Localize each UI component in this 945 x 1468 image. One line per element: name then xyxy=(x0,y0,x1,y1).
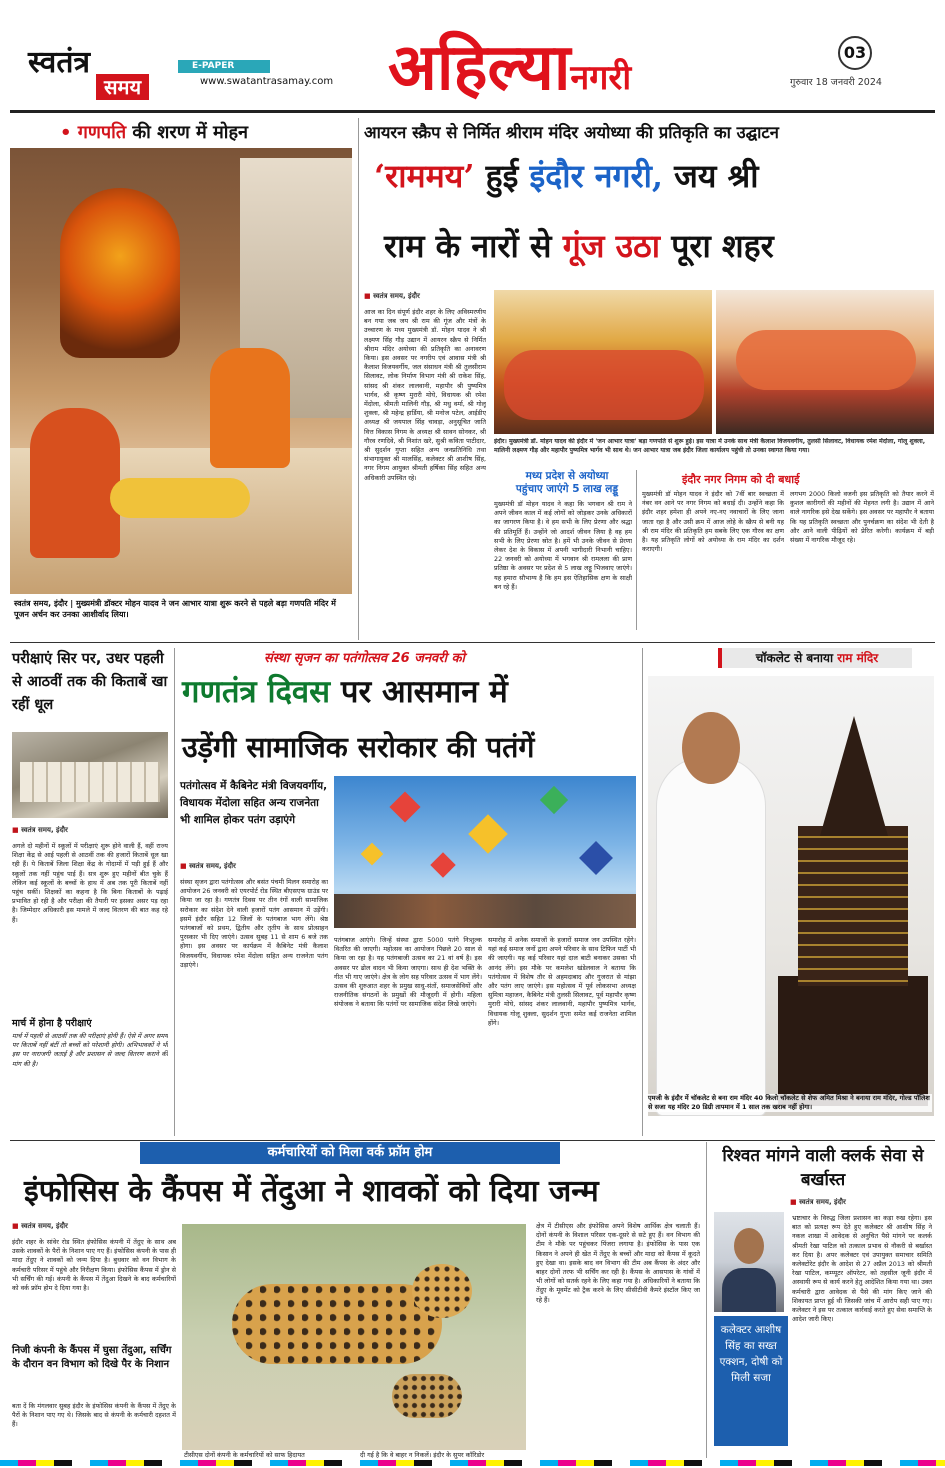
kite-shape xyxy=(430,852,455,877)
exams-byline: ■ स्वतंत्र समय, इंदौर xyxy=(12,826,68,835)
leopard-adult xyxy=(232,1284,442,1364)
logo-line1: स्वतंत्र xyxy=(28,45,91,80)
kites-body-c: समारोह में अनेक समाजों के हजारों समाज जन उपस्थित रहेंगे। यहां कई समाज जनों द्वारा अपने परिवार के साथ टिफिन पार्टी भी की जाएगी। यह कई परिवार यहां दाल बाटी बनाकर उसका भी आनंद लेंगे। इस मौके पर कमलेश खंडेलवाल ने बताया कि पतंगोत्सव में विशेष तौर से अहमदाबाद और गुजरात से मांझा और पतंग लाए जाएंगे। इस महोत्सव में पूर्व लोकसभा अध्यक्ष सुमित्रा महाजन, कैबिनेट मंत्री तुलसी सिलावट, पूर्व महापौर कृष्ण मुरारी मोघे, सांसद शंकर लालवानी, महापौर पुष्यमित्र भार्गव, विधायक गोलू शुक्ला, सुदर्शन गुप्ता समेत कई राजनेता शामिल होंगे। xyxy=(488,936,636,1027)
exams-headline: परीक्षाएं सिर पर, उधर पहली से आठवीं तक की किताबें खा रहीं धूल xyxy=(12,651,168,713)
lead-sub1-title: मध्य प्रदेश से अयोध्या पहुंचाए जाएंगे 5 लाख लड्डू xyxy=(515,470,619,495)
bribe-body: भ्रष्टाचार के विरुद्ध जिला प्रशासन का कड़ा रुख रहेगा। इस बात को प्रत्यक्ष रूप देते हुए कलेक्टर श्री आशीष सिंह ने नकल शाखा में आवेदक से अनुचित पैसे मांगने पर कलर्क श्रीमती रेखा पाटिल को तत्काल प्रभाव से नौकरी से बर्खास्त कर दिया है। अपर कलेक्टर एवं उपायुक्त समाचार समिति कलेक्टोरेट इंदौर के आदेश से 27 अप्रैल 2013 को श्रीमती रेखा पाटिल, कम्प्यूटर ऑपरेटर, को तहसील जूनी इंदौर में अस्थायी रूप से कार्य करने हेतु आदेशित किया गया था। उक्त कर्मचारी द्वारा आवेदक से पैसे की मांग किए जाने की शिकायत प्राप्त हुई थी जिसकी जांच में आरोप सही पाए गए। कलेक्टर ने इस पर तत्काल कार्रवाई करते हुए सेवा समाप्ति के आदेश जारी किए। xyxy=(792,1214,932,1324)
ganpati-heading-red: गणपति xyxy=(77,122,127,143)
kites-photo xyxy=(334,776,636,928)
lead-sub2-body-a: मुख्यमंत्री डॉ मोहन यादव ने इंदौर को 7वीं बार स्वच्छता में नंबर वन आने पर नगर निगम को बधाई दी। उन्होंने कहा कि इंदौर शहर हमेशा ही अपने नए-नए नवाचारों के लिए जाना जाता रहा है और उसी क्रम में आज लोहे के स्क्रैप से बनी यह श्री राम मंदिर की प्रतिकृति हम सबके लिए एक गौरव का क्षण है। यह प्रतिकृति लोगों को अयोध्या के राम मंदिर का दर्शन कराएगी। xyxy=(642,490,784,554)
edition-title-part1: अहिल्या xyxy=(388,30,571,105)
lead-story xyxy=(362,118,935,640)
chocolate-caption: एमजी के इंदौर में चॉकलेट से बना राम मंदिर 40 किलो चॉकलेट से शेफ अमित मिश्रा ने बनाया राम मंदिर, गोल्ड पॉलिश से सजा यह मंदिर 20 डिग्री तापमान में 1 साल तक खराब नहीं होगा। xyxy=(648,1094,932,1112)
lead-kicker: आयरन स्क्रैप से निर्मित श्रीराम मंदिर अयोध्या की प्रतिकृति का उद्घाटन xyxy=(364,123,779,142)
divider xyxy=(174,648,175,1136)
leopard-head xyxy=(412,1264,472,1318)
lead-photo-2 xyxy=(716,290,934,434)
masthead xyxy=(0,0,945,112)
exams-sub-title: मार्च में होना है परीक्षाएं xyxy=(12,1018,92,1029)
ganpati-caption: स्वतंत्र समय, इंदौर | मुख्यमंत्री डॉक्टर मोहन यादव ने जन आभार यात्रा शुरू करने से पहले बड़ा गणपति मंदिर में पूजन अर्चन कर उनका आशीर्वाद लिया। xyxy=(14,599,336,619)
leopard-photo xyxy=(182,1224,526,1450)
lead-byline: ■ स्वतंत्र समय, इंदौर xyxy=(364,292,420,301)
ganpati-priest-left xyxy=(30,408,120,558)
kite-shape xyxy=(361,843,384,866)
wfh-body-b: क्षेत्र में टीसीएस और इंफोसिस अपने विशेष आर्थिक क्षेत्र चलाती हैं। दोनों कंपनी के विशाल परिसर एक-दूसरे से सटे हुए हैं। वन विभाग की टीम ने मौके पर पहुंचकर पिंजरा लगाया है। इंफोसिस के पास एक किसान ने अपने ही खेत में तेंदुए के बच्चों और मादा को कैंपस में कूदते हुए देखा था। इसके बाद वन विभाग की टीम अब कैंपस के अंदर और बाहर दोनों तरफ भी सर्चिंग कर रही है। कैंपस के आसपास के गांवों में भी लोगों को सतर्क रहने के लिए कहा गया है। अधिकारियों ने बताया कि तेंदुए के मूवमेंट को ट्रैक करने के लिए सीसीटीवी कैमरे इंस्टॉल किए जा रहे हैं। xyxy=(536,1222,700,1304)
kite-shape xyxy=(540,786,568,814)
kites-headline-line2: उड़ेंगी सामाजिक सरोकार की पतंगें xyxy=(182,730,535,764)
divider xyxy=(636,470,637,630)
chocolate-story xyxy=(646,648,935,1136)
wfh-byline: ■ स्वतंत्र समय, इंदौर xyxy=(12,1222,68,1231)
leopard-caption-a: टीसीएस दोनों कंपनी के कर्मचारियों को साफ हिदायत xyxy=(184,1451,305,1459)
bribe-byline: ■ स्वतंत्र समय, इंदौर xyxy=(790,1198,846,1207)
leopard-cub xyxy=(392,1374,462,1418)
ganpati-idol xyxy=(60,188,180,358)
wfh-headline: इंफोसिस के कैंपस में तेंदुआ ने शावकों को दिया जन्म xyxy=(24,1174,599,1209)
divider xyxy=(642,648,643,1136)
exams-photo-bundles xyxy=(20,762,160,802)
collector-face xyxy=(734,1228,764,1264)
temple-spire xyxy=(820,716,888,836)
ganpati-heading: • गणपति की शरण में मोहन xyxy=(60,122,248,143)
lead-sub2-body-b: लगभग 2000 किलो वजनी इस प्रतिकृति को तैयार करने में कुशल कारीगरों की महीनों की मेहनत लगी है। उद्यान में आने वाले नागरिक इसे देख सकेंगे। इस अवसर पर महापौर ने बताया कि यह प्रतिकृति स्वच्छता और पुनर्चक्रण का संदेश भी देती है और आने वाली पीढ़ियों को प्रेरित करेगी। कार्यक्रम में बड़ी संख्या में नागरिक मौजूद रहे। xyxy=(790,490,934,545)
bribe-story xyxy=(710,1142,935,1458)
masthead-rule xyxy=(10,110,935,113)
divider xyxy=(10,642,935,643)
lead-photo-1 xyxy=(494,290,712,434)
collector-body xyxy=(722,1268,776,1312)
kites-subhead: पतंगोत्सव में कैबिनेट मंत्री विजयवर्गीय, विधायक मेंदोला सहित अन्य राजनेता भी शामिल होकर पतंग उड़ाएंगे xyxy=(180,780,328,826)
leopard-caption-b: दी गई है कि वे बाहर न निकलें। इंदौर के सुपर कॉरिडोर xyxy=(360,1451,485,1459)
divider xyxy=(358,118,359,640)
bribe-headline: रिश्वत मांगने वाली क्लर्क सेवा से बर्खास्त xyxy=(722,1146,924,1190)
edition-title-part2: नगरी xyxy=(570,58,632,98)
exams-body: अगले दो महीनों में स्कूलों में परीक्षाएं शुरू होने वाली हैं, वहीं राज्य शिक्षा केंद्र से आई पहली से आठवीं तक की हजारों किताबें धूल खा रही हैं। ये किताबें जिला शिक्षा केंद्र के गोदामों में पड़ी हुई हैं और स्कूलों तक नहीं पहुंच पाई हैं। सत्र शुरू हुए महीनों बीत चुके हैं लेकिन कई स्कूलों के बच्चों के हाथ में अब तक पूरी किताबें नहीं पहुंच सकीं। शिक्षकों का कहना है कि बिना किताबों के पढ़ाई प्रभावित हो रही है और परीक्षा की तैयारी पर इसका असर पड़ रहा है। जिम्मेदार अधिकारी इस मामले में जल्द वितरण की बात कह रहे हैं। xyxy=(12,842,168,924)
website: www.swatantrasamay.com xyxy=(200,76,334,87)
chocolate-kicker: चॉकलेट से बनाया राम मंदिर xyxy=(718,648,912,668)
wfh-sub-title: निजी कंपनी के कैंपस में घुसा तेंदुआ, सर्चिंग के दौरान वन विभाग को दिखे पैर के निशान xyxy=(12,1345,172,1370)
chocolate-photo xyxy=(648,676,934,1116)
kites-photo-crowd xyxy=(334,894,636,928)
exams-story xyxy=(10,648,170,1136)
lead-headline-line1: ‘राममय’ हुई इंदौर नगरी, जय श्री xyxy=(374,157,759,195)
kite-shape xyxy=(468,814,508,854)
lead-headline-q: ‘राममय’ xyxy=(374,157,475,195)
lead-photo-1-crowd xyxy=(504,350,704,420)
kites-headline-line1: गणतंत्र दिवस पर आसमान में xyxy=(182,674,508,710)
logo xyxy=(28,40,158,106)
ganpati-photo xyxy=(10,148,352,594)
kite-shape xyxy=(389,791,420,822)
epaper-badge: E-PAPER xyxy=(178,60,270,73)
chef-figure xyxy=(656,756,766,1116)
ganpati-priest-saffron xyxy=(210,348,290,468)
exams-photo xyxy=(12,732,168,818)
kite-shape xyxy=(579,841,613,875)
wfh-story xyxy=(10,1142,700,1458)
page-number: 03 xyxy=(838,36,872,70)
lead-body: आज का दिन संपूर्ण इंदौर शहर के लिए अविस्मरणीय बन गया जब जय श्री राम की गूंज और मंत्रों के उच्चारण के मध्य मुख्यमंत्री डॉ. मोहन यादव ने श्री लक्ष्मण सिंह गौड़ उद्यान में आयरन स्क्रैप से निर्मित श्रीराम मंदिर अयोध्या की प्रतिकृति का अनावरण किया। इस अवसर पर नगरीय एवं आवास मंत्री श्री कैलाश विजयवर्गीय, जल संसाधन मंत्री श्री तुलसीराम सिलावट, लोक निर्माण विभाग मंत्री श्री राकेश सिंह, सांसद श्री शंकर लालवानी, महापौर श्री पुष्यमित्र भार्गव, श्री कृष्ण मुरारी मोघे, विधायक श्री रमेश मेंदोला, श्रीमती मालिनी गौड़, श्री मधु वर्मा, श्री गोलू शुक्ला, श्री महेन्द्र हार्डिया, श्री मनोज पटेल, आईडीए अध्यक्ष श्री जयपाल सिंह चावड़ा, अनुसूचित जाति वित्त विकास निगम के अध्यक्ष श्री सावन सोनकर, श्री गौरव रणदिवे, श्री निशांत खरे, सुश्री कविता पाटीदार, श्री सुदर्शन गुप्ता सहित अन्य जनप्रतिनिधि तथा संभागायुक्त श्री मालसिंह, कलेक्टर श्री आशीष सिंह, नगर निगम आयुक्त श्रीमती हर्षिका सिंह सहित अन्य अधिकारी उपस्थित रहे। xyxy=(364,308,486,482)
bribe-photo-label: कलेक्टर आशीष सिंह का सख्त एक्शन, दोषी को मिली सजा xyxy=(714,1316,788,1446)
chef-face xyxy=(682,712,740,784)
lead-photo-caption: इंदौर। मुख्यमंत्री डॉ. मोहन यादव की इंदौर में 'जन आभार यात्रा' बड़ा गणपति से शुरू हुई। इस यात्रा में उनके साथ मंत्री कैलाश विजयवर्गीय, तुलसी सिलावट, विधायक रमेश मेंदोला, गोलू शुक्ला, मालिनी लक्ष्मण गौड़ और महापौर पुष्यमित्र भार्गव भी साथ थे। जन आभार यात्रा जब इंदौर जिला कार्यालय पहुंची तो उनका स्वागत किया गया। xyxy=(494,438,926,454)
wfh-body-a: इंदौर शहर के सांवेर रोड स्थित इंफोसिस कंपनी में तेंदुए के साथ अब उसके शावकों के पैरों के निशान पाए गए हैं। इंफोसिस कंपनी के पास ही मादा तेंदुए ने शावकों को जन्म दिया है। बुधवार को वन विभाग के कर्मचारी परिसर में पहुंचे और निरीक्षण किया। इंफोसिस कैंपस में ड्रोन से भी सर्चिंग की गई। कंपनी के कैंपस में तेंदुआ दिखने के बाद कर्मचारियों को वर्क फ्रॉम होम दे दिया गया है। xyxy=(12,1238,176,1293)
kites-byline: ■ स्वतंत्र समय, इंदौर xyxy=(180,862,236,871)
kites-body-b: पतंगबाज आएंगे। जिन्हें संस्था द्वारा 5000 पतंगे निःशुल्क वितरित की जाएगी। महोत्सव का आयोजन पिछले 20 साल से किया जा रहा है। यह पतंगबाजी उत्सव का 21 वां वर्ष है। इस अवसर पर ढोल वादन भी किया जाएगा। साथ ही देश भक्ति के गीत भी गाए जाएंगे। क्षेत्र के लोग सह परिवार उत्सव में भाग लेंगे। उत्सव की शुरुआत शहर के प्रमुख साधु-संतों, समाजसेवियों और राजनीतिक संगठनों के प्रमुखों की मौजूदगी में होगी। महिला संयोजक ने बताया कि पतंगों पर सामाजिक संदेश लिखे जाएंगे। xyxy=(334,936,482,1009)
bribe-photo xyxy=(714,1212,784,1312)
issue-date: गुरुवार 18 जनवरी 2024 xyxy=(790,77,882,88)
wfh-sub-body: बता दें कि मंगलवार सुबह इंदौर के इंफोसिस कंपनी के कैंपस में तेंदुए के पैरों के निशान पाए गए थे। जिसके बाद से कंपनी के कर्मचारी दहशत में हैं। xyxy=(12,1402,176,1429)
ganpati-flowers xyxy=(110,478,250,518)
kites-kicker: संस्था सृजन का पतंगोत्सव 26 जनवरी को xyxy=(264,651,465,666)
kites-story xyxy=(178,648,638,1136)
kites-body-a: संस्था सृजन द्वारा पतंगोत्सव और बसंत पंचमी मिलन समारोह का आयोजन 26 जनवरी को एयरपोर्ट रोड स्थित बीएसएफ ग्राउंड पर किया जा रहा है। गणतंत्र दिवस पर तीन रंगों वाली सामाजिक सरोकार का संदेश देने वाली हजारों पतंग आसमान में उड़ेंगी। इसमें इंदौर सहित 12 जिलों के पतंगबाज भाग लेंगे। श्रेष्ठ पतंगबाजों को प्रथम, द्वितीय और तृतीय के साथ प्रोत्साहन पुरस्कार भी दिए जाएंगे। उत्सव सुबह 11 से शाम 6 बजे तक होगा। इस अवसर पर कार्यक्रम में कैबिनेट मंत्री कैलाश विजयवर्गीय, विधायक रमेश मेंदोला सहित अन्य राजनेता पतंग उड़ाएंगे। xyxy=(180,878,328,969)
divider xyxy=(706,1142,707,1458)
divider xyxy=(10,1140,935,1141)
lead-photo-2-garlands xyxy=(736,330,916,390)
ganpati-heading-black: की शरण में मोहन xyxy=(132,122,248,143)
wfh-kicker: कर्मचारियों को मिला वर्क फ्रॉम होम xyxy=(140,1142,560,1164)
ganpati-story xyxy=(10,118,352,638)
temple-body xyxy=(798,826,908,986)
lead-sub2-title: इंदौर नगर निगम को दी बधाई xyxy=(682,473,800,486)
logo-line2: समय xyxy=(96,74,149,100)
exams-sub-body: मार्च में पहली से आठवीं तक की परीक्षाएं होनी हैं। ऐसे में अगर समय पर किताबें नहीं बंटीं तो बच्चों को परेशानी होगी। अभिभावकों ने भी इस पर नाराजगी जताई है और प्रशासन से जल्द वितरण कराने की मांग की है। xyxy=(12,1032,168,1068)
temple-base xyxy=(778,976,928,1106)
lead-sub1-body: मुख्यमंत्री डॉ मोहन यादव ने कहा कि भगवान श्री राम ने अपने जीवन काल में कई लोगों को जोड़कर उनके अधिकारों का जागरण किया है। वे हम सभी के लिए प्रेरणा और श्रद्धा की प्रतिमूर्ति हैं। उन्होंने जो आदर्श जीवन जिया है वह हम सभी के लिए प्रेरणा स्रोत है। हमें भी उनके जीवन से प्रेरणा लेकर देश के विकास में अपनी भागीदारी निभानी चाहिए। 22 जनवरी को अयोध्या में भगवान श्री रामलला की प्राण प्रतिष्ठा के अवसर पर प्रदेश से 5 लाख लड्डू भिजवाए जाएंगे। यह हमारा सौभाग्य है कि हम इस ऐतिहासिक क्षण के साक्षी बन रहे हैं। xyxy=(494,500,632,591)
footer-colorbar xyxy=(0,1460,945,1466)
lead-headline-line2: राम के नारों से गूंज उठा पूरा शहर xyxy=(384,227,774,265)
